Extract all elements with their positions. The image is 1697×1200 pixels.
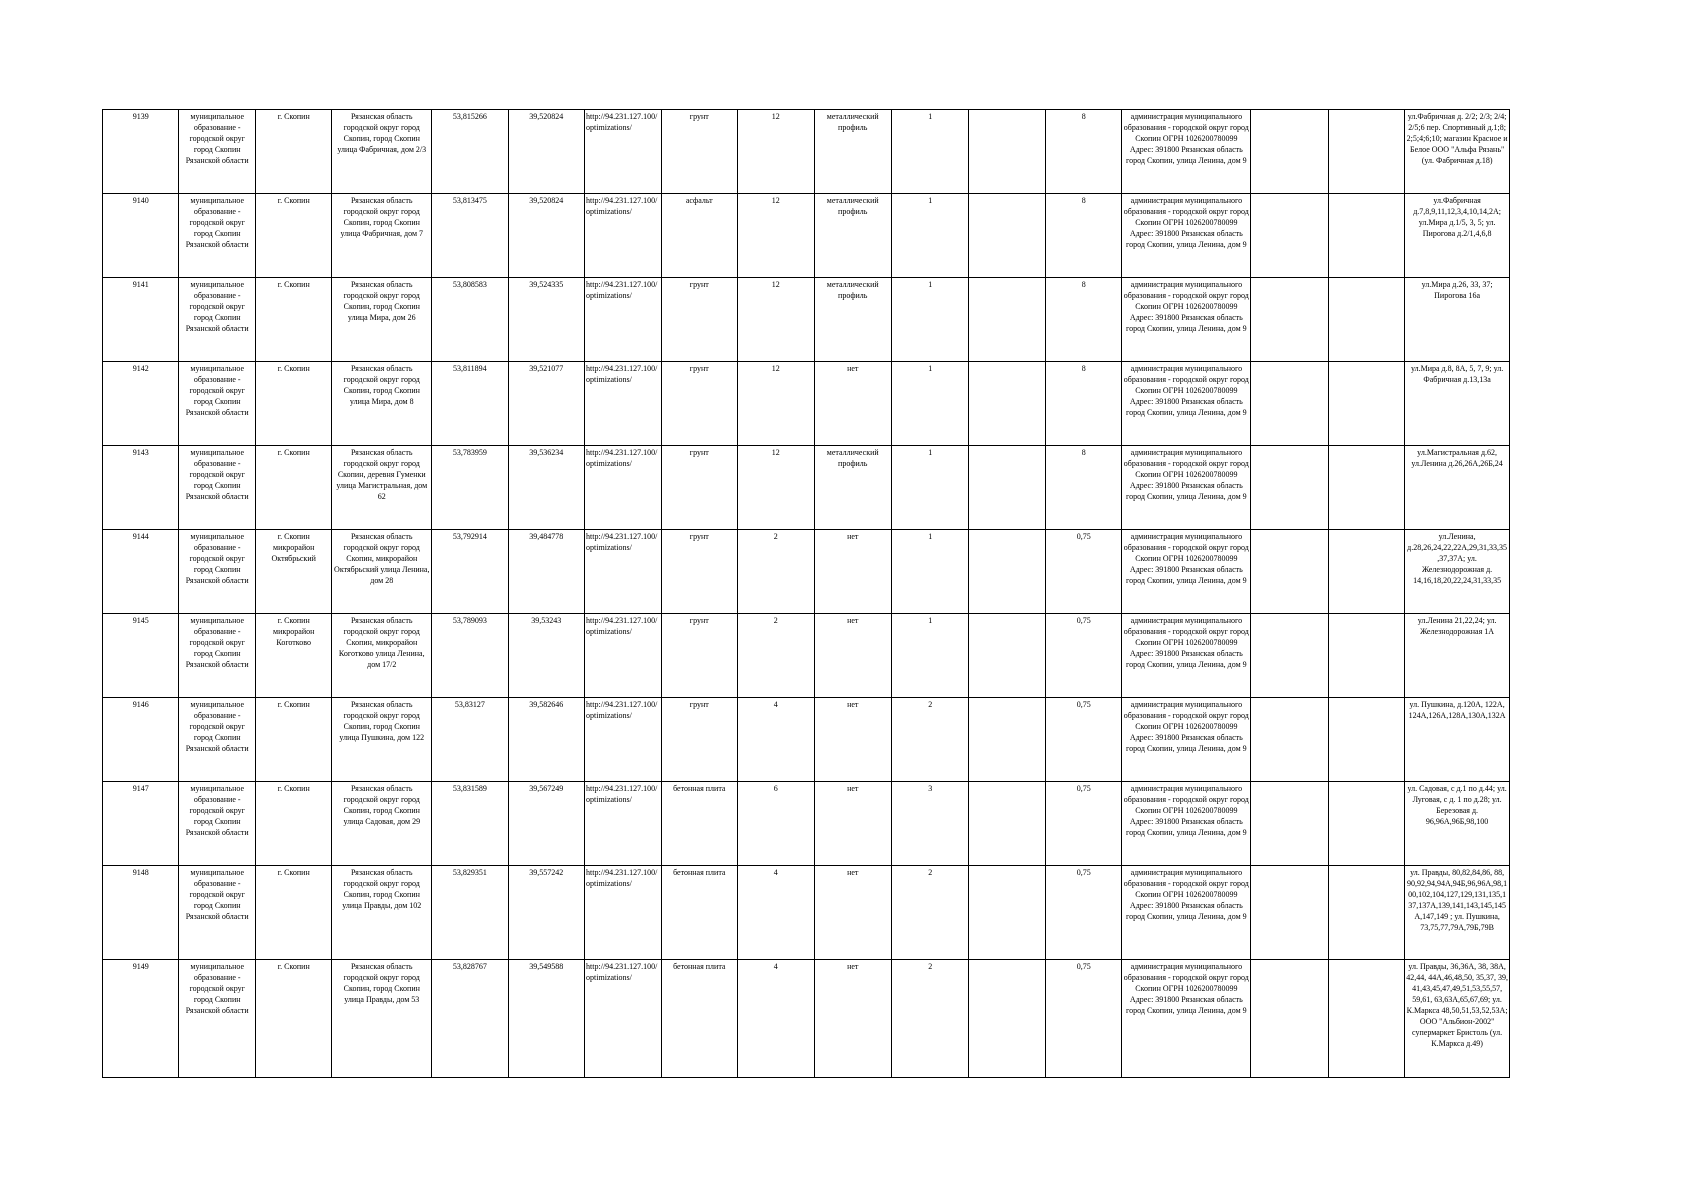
empty-cell [1328,614,1404,698]
owner-cell: администрация муниципального образования - городской округ город Скопин ОГРН 1026200780099 Адрес: 391800 Рязанская область город Скопин, улица Ленина, дом 9 [1122,362,1251,446]
empty-cell [1328,194,1404,278]
locality-cell: г. Скопин [255,698,331,782]
area-cell: 2 [738,530,814,614]
owner-cell: администрация муниципального образования - городской округ город Скопин ОГРН 1026200780099 Адрес: 391800 Рязанская область город Скопин, улица Ленина, дом 9 [1122,960,1251,1078]
longitude-cell: 39,484778 [508,530,584,614]
empty-cell [1251,614,1328,698]
map-link-cell[interactable]: http://94.231.127.100/optimizations/ [585,110,661,194]
municipality-cell: муниципальное образование - городской округ город Скопин Рязанской области [179,194,255,278]
map-link-cell[interactable]: http://94.231.127.100/optimizations/ [585,698,661,782]
registry-body [103,110,1510,1078]
longitude-cell: 39,582646 [508,698,584,782]
locality-cell: г. Скопин [255,278,331,362]
area-cell: 2 [738,614,814,698]
containers-count-cell: 1 [891,446,968,530]
empty-cell [1328,362,1404,446]
area-cell: 12 [738,446,814,530]
site-id-cell: 9149 [103,960,179,1078]
site-id-cell: 9142 [103,362,179,446]
waste-sources-cell: ул. Садовая, с д.1 по д.44; ул. Луговая, с д. 1 по д.28; ул. Березовая д. 96,96А,96Б,98,100 [1405,782,1510,866]
map-link-cell[interactable]: http://94.231.127.100/optimizations/ [585,362,661,446]
table-row [103,362,1510,446]
containers-count-cell: 1 [891,614,968,698]
municipality-cell: муниципальное образование - городской округ город Скопин Рязанской области [179,278,255,362]
surface-cell: грунт [661,614,737,698]
surface-cell: грунт [661,110,737,194]
empty-cell [969,194,1045,278]
latitude-cell: 53,815266 [432,110,508,194]
locality-cell: г. Скопин [255,960,331,1078]
latitude-cell: 53,792914 [432,530,508,614]
empty-cell [969,446,1045,530]
empty-cell [1251,782,1328,866]
empty-cell [969,866,1045,960]
empty-cell [1251,866,1328,960]
address-cell: Рязанская область городской округ город Скопин, город Скопин улица Правды, дом 53 [332,960,432,1078]
container-volume-cell: 8 [1045,110,1121,194]
site-id-cell: 9147 [103,782,179,866]
fence-cell: металлический профиль [814,278,891,362]
empty-cell [1328,782,1404,866]
address-cell: Рязанская область городской округ город Скопин, город Скопин улица Фабричная, дом 7 [332,194,432,278]
municipality-cell: муниципальное образование - городской округ город Скопин Рязанской области [179,362,255,446]
fence-cell: нет [814,614,891,698]
surface-cell: грунт [661,278,737,362]
area-cell: 4 [738,698,814,782]
empty-cell [1251,530,1328,614]
owner-cell: администрация муниципального образования - городской округ город Скопин ОГРН 1026200780099 Адрес: 391800 Рязанская область город Скопин, улица Ленина, дом 9 [1122,278,1251,362]
containers-count-cell: 2 [891,866,968,960]
longitude-cell: 39,520824 [508,194,584,278]
surface-cell: бетонная плита [661,782,737,866]
owner-cell: администрация муниципального образования - городской округ город Скопин ОГРН 1026200780099 Адрес: 391800 Рязанская область город Скопин, улица Ленина, дом 9 [1122,194,1251,278]
area-cell: 6 [738,782,814,866]
containers-count-cell: 2 [891,698,968,782]
municipality-cell: муниципальное образование - городской округ город Скопин Рязанской области [179,110,255,194]
area-cell: 12 [738,194,814,278]
empty-cell [1251,446,1328,530]
site-id-cell: 9145 [103,614,179,698]
locality-cell: г. Скопин [255,362,331,446]
municipality-cell: муниципальное образование - городской округ город Скопин Рязанской области [179,866,255,960]
empty-cell [1251,278,1328,362]
containers-count-cell: 1 [891,362,968,446]
owner-cell: администрация муниципального образования - городской округ город Скопин ОГРН 1026200780099 Адрес: 391800 Рязанская область город Скопин, улица Ленина, дом 9 [1122,110,1251,194]
surface-cell: грунт [661,698,737,782]
site-id-cell: 9143 [103,446,179,530]
waste-sources-cell: ул.Магистральная д.62, ул.Ленина д.26,26А,26Б,24 [1405,446,1510,530]
area-cell: 4 [738,960,814,1078]
owner-cell: администрация муниципального образования - городской округ город Скопин ОГРН 1026200780099 Адрес: 391800 Рязанская область город Скопин, улица Ленина, дом 9 [1122,782,1251,866]
container-volume-cell: 8 [1045,194,1121,278]
map-link-cell[interactable]: http://94.231.127.100/optimizations/ [585,278,661,362]
waste-sources-cell: ул.Ленина 21,22,24; ул. Железнодорожная 1А [1405,614,1510,698]
longitude-cell: 39,53243 [508,614,584,698]
table-row [103,446,1510,530]
empty-cell [1251,362,1328,446]
fence-cell: нет [814,362,891,446]
fence-cell: нет [814,866,891,960]
table-row [103,530,1510,614]
longitude-cell: 39,549588 [508,960,584,1078]
latitude-cell: 53,813475 [432,194,508,278]
fence-cell: нет [814,530,891,614]
site-id-cell: 9144 [103,530,179,614]
container-volume-cell: 0,75 [1045,530,1121,614]
empty-cell [1251,960,1328,1078]
empty-cell [1328,698,1404,782]
owner-cell: администрация муниципального образования - городской округ город Скопин ОГРН 1026200780099 Адрес: 391800 Рязанская область город Скопин, улица Ленина, дом 9 [1122,698,1251,782]
locality-cell: г. Скопин [255,782,331,866]
surface-cell: грунт [661,530,737,614]
area-cell: 4 [738,866,814,960]
latitude-cell: 53,828767 [432,960,508,1078]
container-volume-cell: 8 [1045,446,1121,530]
containers-count-cell: 1 [891,110,968,194]
map-link-cell[interactable]: http://94.231.127.100/optimizations/ [585,446,661,530]
area-cell: 12 [738,110,814,194]
longitude-cell: 39,524335 [508,278,584,362]
empty-cell [969,782,1045,866]
empty-cell [1251,194,1328,278]
surface-cell: бетонная плита [661,866,737,960]
waste-sources-cell: ул.Ленина, д.28,26,24,22,22А,29,31,33,35,37,37А; ул. Железнодорожная д. 14,16,18,20,22,24,31,33,35 [1405,530,1510,614]
empty-cell [969,278,1045,362]
map-link-cell[interactable]: http://94.231.127.100/optimizations/ [585,866,661,960]
container-volume-cell: 0,75 [1045,960,1121,1078]
waste-sources-cell: ул.Мира д.26, 33, 37; Пирогова 16а [1405,278,1510,362]
address-cell: Рязанская область городской округ город Скопин, микрорайон Октябрьский улица Ленина, дом 28 [332,530,432,614]
municipality-cell: муниципальное образование - городской округ город Скопин Рязанской области [179,446,255,530]
municipality-cell: муниципальное образование - городской округ город Скопин Рязанской области [179,614,255,698]
address-cell: Рязанская область городской округ город Скопин, город Скопин улица Мира, дом 26 [332,278,432,362]
empty-cell [969,110,1045,194]
waste-sources-cell: ул. Правды, 36,36А, 38, 38А, 42,44, 44А,46,48,50, 35,37, 39, 41,43,45,47,49,51,53,55,57, 59,61, 63,63А,65,67,69; ул. К.Маркса 48,50,51,53,52,53А; ООО "Альбион-2002" супермаркет Бристоль (ул. К.Маркса д.49) [1405,960,1510,1078]
longitude-cell: 39,557242 [508,866,584,960]
latitude-cell: 53,808583 [432,278,508,362]
locality-cell: г. Скопин [255,446,331,530]
latitude-cell: 53,829351 [432,866,508,960]
table-row [103,194,1510,278]
container-volume-cell: 0,75 [1045,614,1121,698]
container-volume-cell: 0,75 [1045,698,1121,782]
longitude-cell: 39,521077 [508,362,584,446]
locality-cell: г. Скопин [255,110,331,194]
longitude-cell: 39,567249 [508,782,584,866]
containers-count-cell: 2 [891,960,968,1078]
fence-cell: нет [814,960,891,1078]
fence-cell: нет [814,698,891,782]
waste-sources-cell: ул.Фабричная д.7,8,9,11,12,3,4,10,14,2А; ул.Мира д.1/5, 3, 5; ул. Пирогова д.2/1,4,6,8 [1405,194,1510,278]
container-volume-cell: 8 [1045,278,1121,362]
address-cell: Рязанская область городской округ город Скопин, город Скопин улица Правды, дом 102 [332,866,432,960]
latitude-cell: 53,789093 [432,614,508,698]
empty-cell [969,698,1045,782]
table-row [103,960,1510,1078]
containers-count-cell: 3 [891,782,968,866]
locality-cell: г. Скопин [255,866,331,960]
containers-count-cell: 1 [891,194,968,278]
municipality-cell: муниципальное образование - городской округ город Скопин Рязанской области [179,698,255,782]
fence-cell: металлический профиль [814,446,891,530]
fence-cell: нет [814,782,891,866]
map-link-cell[interactable]: http://94.231.127.100/optimizations/ [585,194,661,278]
surface-cell: асфальт [661,194,737,278]
surface-cell: бетонная плита [661,960,737,1078]
surface-cell: грунт [661,362,737,446]
longitude-cell: 39,520824 [508,110,584,194]
site-id-cell: 9139 [103,110,179,194]
table-row [103,866,1510,960]
table-row [103,614,1510,698]
owner-cell: администрация муниципального образования - городской округ город Скопин ОГРН 1026200780099 Адрес: 391800 Рязанская область город Скопин, улица Ленина, дом 9 [1122,614,1251,698]
owner-cell: администрация муниципального образования - городской округ город Скопин ОГРН 1026200780099 Адрес: 391800 Рязанская область город Скопин, улица Ленина, дом 9 [1122,446,1251,530]
municipality-cell: муниципальное образование - городской округ город Скопин Рязанской области [179,782,255,866]
containers-count-cell: 1 [891,278,968,362]
fence-cell: металлический профиль [814,110,891,194]
empty-cell [969,362,1045,446]
waste-sources-cell: ул.Фабричная д. 2/2; 2/3; 2/4; 2/5;6 пер. Спортивный д.1;8; 2;5;4;6;10; магазин Красное и Белое ООО "Альфа Рязань" (ул. Фабричная д.18) [1405,110,1510,194]
empty-cell [1328,530,1404,614]
locality-cell: г. Скопин [255,194,331,278]
containers-count-cell: 1 [891,530,968,614]
container-volume-cell: 0,75 [1045,782,1121,866]
container-volume-cell: 0,75 [1045,866,1121,960]
municipality-cell: муниципальное образование - городской округ город Скопин Рязанской области [179,530,255,614]
latitude-cell: 53,831589 [432,782,508,866]
owner-cell: администрация муниципального образования - городской округ город Скопин ОГРН 1026200780099 Адрес: 391800 Рязанская область город Скопин, улица Ленина, дом 9 [1122,866,1251,960]
empty-cell [1328,866,1404,960]
municipality-cell: муниципальное образование - городской округ город Скопин Рязанской области [179,960,255,1078]
table-row [103,782,1510,866]
empty-cell [969,960,1045,1078]
longitude-cell: 39,536234 [508,446,584,530]
address-cell: Рязанская область городской округ город Скопин, город Скопин улица Пушкина, дом 122 [332,698,432,782]
locality-cell: г. Скопин микрорайон Октябрьский [255,530,331,614]
empty-cell [969,530,1045,614]
waste-sources-cell: ул. Пушкина, д.120А, 122А, 124А,126А,128А,130А,132А [1405,698,1510,782]
site-id-cell: 9141 [103,278,179,362]
table-row [103,698,1510,782]
map-link-cell[interactable]: http://94.231.127.100/optimizations/ [585,960,661,1078]
address-cell: Рязанская область городской округ город Скопин, деревня Гуменки улица Магистральная, дом 62 [332,446,432,530]
address-cell: Рязанская область городской округ город Скопин, город Скопин улица Мира, дом 8 [332,362,432,446]
site-id-cell: 9146 [103,698,179,782]
area-cell: 12 [738,278,814,362]
empty-cell [1328,960,1404,1078]
owner-cell: администрация муниципального образования - городской округ город Скопин ОГРН 1026200780099 Адрес: 391800 Рязанская область город Скопин, улица Ленина, дом 9 [1122,530,1251,614]
address-cell: Рязанская область городской округ город Скопин, город Скопин улица Фабричная, дом 2/3 [332,110,432,194]
empty-cell [1328,278,1404,362]
latitude-cell: 53,783959 [432,446,508,530]
empty-cell [1328,446,1404,530]
waste-sources-cell: ул. Правды, 80,82,84,86, 88, 90,92,94,94А,94Б,96,96А,98,100,102,104,127,129,131,135,137,137А,139,141,143,145,145А,147,149 ; ул. Пушкина, 73,75,77,79А,79Б,79В [1405,866,1510,960]
container-volume-cell: 8 [1045,362,1121,446]
map-link-cell[interactable]: http://94.231.127.100/optimizations/ [585,782,661,866]
surface-cell: грунт [661,446,737,530]
table-row [103,110,1510,194]
empty-cell [969,614,1045,698]
latitude-cell: 53,811894 [432,362,508,446]
site-id-cell: 9148 [103,866,179,960]
map-link-cell[interactable]: http://94.231.127.100/optimizations/ [585,614,661,698]
empty-cell [1328,110,1404,194]
table-row [103,278,1510,362]
fence-cell: металлический профиль [814,194,891,278]
area-cell: 12 [738,362,814,446]
address-cell: Рязанская область городской округ город Скопин, микрорайон Коготково улица Ленина, дом 17/2 [332,614,432,698]
waste-site-registry-table [102,109,1510,1078]
address-cell: Рязанская область городской округ город Скопин, город Скопин улица Садовая, дом 29 [332,782,432,866]
waste-sources-cell: ул.Мира д.8, 8А, 5, 7, 9; ул. Фабричная д.13,13а [1405,362,1510,446]
empty-cell [1251,698,1328,782]
empty-cell [1251,110,1328,194]
map-link-cell[interactable]: http://94.231.127.100/optimizations/ [585,530,661,614]
locality-cell: г. Скопин микрорайон Коготково [255,614,331,698]
site-id-cell: 9140 [103,194,179,278]
latitude-cell: 53,83127 [432,698,508,782]
